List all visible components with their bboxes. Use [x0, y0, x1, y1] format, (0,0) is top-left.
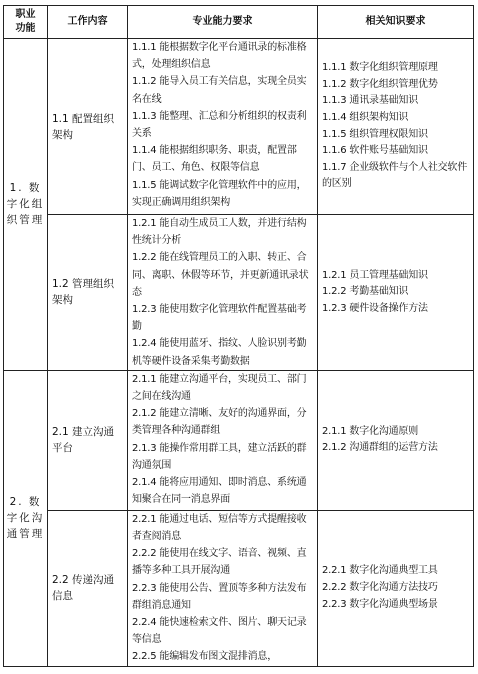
content-cell: 2.2 传递沟通信息 [48, 510, 128, 666]
ability-item: 1.2.4 能使用蓝牙、指纹、人脸识别考勤机等硬件设备采集考勤数据 [132, 338, 307, 367]
knowledge-item: 1.1.5 组织管理权限知识 [322, 128, 428, 140]
header-content: 工作内容 [48, 6, 128, 39]
knowledge-cell [318, 510, 474, 666]
content-cell: 1.1 配置组织架构 [48, 39, 128, 215]
knowledge-item: 1.1.1 数字化组织管理原理 [322, 62, 438, 74]
knowledge-item: 1.2.1 员工管理基础知识 [322, 269, 428, 281]
skills-standard-table [3, 5, 474, 667]
ability-item: 1.1.5 能调试数字化管理软件中的应用，实现正确调用组织架构 [132, 179, 307, 208]
function-cell: 2. 数字化沟通管理 [4, 370, 48, 666]
ability-item: 1.1.4 能根据组织职务、职责，配置部门、员工、角色、权限等信息 [132, 145, 297, 174]
ability-item: 1.2.3 能使用数字化管理软件配置基础考勤 [132, 304, 307, 333]
knowledge-item: 1.1.6 软件账号基础知识 [322, 145, 428, 157]
ability-item: 2.1.4 能将应用通知、即时消息、系统通知聚合在同一消息界面 [132, 477, 307, 506]
header-ability: 专业能力要求 [128, 6, 318, 39]
knowledge-cell [318, 39, 474, 215]
ability-item: 1.2.2 能在线管理员工的入职、转正、合同、离职、休假等环节，并更新通讯录状态 [132, 252, 309, 298]
ability-cell [128, 510, 318, 666]
function-cell: 1. 数字化组织管理 [4, 39, 48, 371]
knowledge-item: 2.1.1 数字化沟通原则 [322, 425, 419, 437]
ability-item: 1.1.1 能根据数字化平台通讯录的标准格式，处理组织信息 [132, 42, 307, 71]
knowledge-item: 2.2.2 数字化沟通方法技巧 [322, 582, 438, 594]
knowledge-item: 2.2.3 数字化沟通典型场景 [322, 598, 438, 610]
ability-item: 2.2.1 能通过电话、短信等方式提醒接收者查阅消息 [132, 513, 307, 543]
knowledge-item: 2.2.1 数字化沟通典型工具 [322, 565, 438, 577]
ability-cell [128, 215, 318, 371]
ability-item: 2.1.3 能操作常用群工具，建立活跃的群沟通氛围 [132, 442, 307, 471]
knowledge-cell [318, 215, 474, 371]
ability-item: 1.1.2 能导入员工有关信息，实现全员实名在线 [132, 76, 307, 105]
knowledge-item: 1.1.7 企业级软件与个人社交软件的区别 [322, 161, 468, 190]
content-cell: 2.1 建立沟通平台 [48, 370, 128, 510]
knowledge-item: 1.1.2 数字化组织管理优势 [322, 78, 438, 90]
ability-cell [128, 39, 318, 215]
table-row [4, 370, 474, 510]
knowledge-item: 1.1.3 通讯录基础知识 [322, 95, 419, 107]
table-row [4, 39, 474, 215]
ability-item: 1.2.1 能自动生成员工人数，并进行结构性统计分析 [132, 218, 307, 247]
ability-item: 2.1.1 能建立沟通平台，实现员工、部门之间在线沟通 [132, 373, 307, 403]
header-knowledge: 相关知识要求 [318, 6, 474, 39]
ability-item: 2.2.2 能使用在线文字、语音、视频、直播等多种工具开展沟通 [132, 548, 307, 577]
ability-item: 2.2.3 能使用公告、置顶等多种方法发布群组消息通知 [132, 582, 307, 611]
ability-cell [128, 370, 318, 510]
knowledge-item: 2.1.2 沟通群组的运营方法 [322, 442, 438, 454]
ability-item: 2.1.2 能建立清晰、友好的沟通界面，分类管理各种沟通群组 [132, 408, 307, 437]
knowledge-item: 1.2.2 考勤基础知识 [322, 286, 409, 298]
table-row [4, 510, 474, 666]
knowledge-item: 1.2.3 硬件设备操作方法 [322, 302, 428, 314]
ability-item: 2.2.5 能编辑发布图文混排消息， [132, 651, 278, 663]
knowledge-item: 1.1.4 组织架构知识 [322, 111, 409, 123]
ability-item: 1.1.3 能整理、汇总和分析组织的权责利关系 [132, 110, 307, 140]
knowledge-cell [318, 370, 474, 510]
header-row [4, 6, 474, 39]
content-cell: 1.2 管理组织架构 [48, 215, 128, 371]
ability-item: 2.2.4 能快速检索文件、图片、聊天记录等信息 [132, 617, 307, 646]
header-function: 职业 功能 [4, 6, 48, 39]
table-row [4, 215, 474, 371]
